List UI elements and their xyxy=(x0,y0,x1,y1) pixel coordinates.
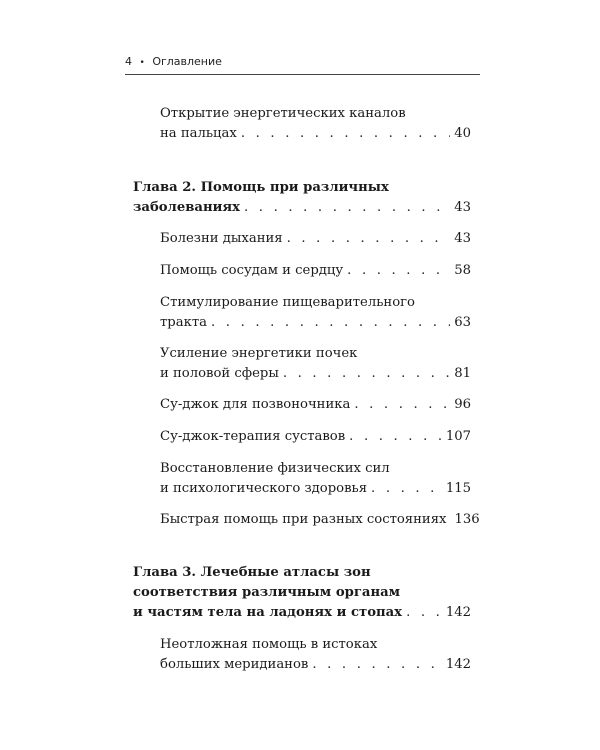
running-header xyxy=(125,55,480,68)
toc-entry[interactable] xyxy=(160,229,471,249)
toc-entry[interactable] xyxy=(160,395,471,415)
dot-leader xyxy=(241,124,450,144)
toc-page-number: 40 xyxy=(454,126,471,141)
toc-entry-title-line: Неотложная помощь в истоках xyxy=(160,637,378,652)
toc-page-number: 136 xyxy=(454,512,480,527)
toc-page-number: 58 xyxy=(454,263,471,278)
toc-entry-title-last: Су-джок для позвоночника xyxy=(160,397,351,412)
header-separator: • xyxy=(139,58,145,68)
toc-entry[interactable] xyxy=(160,104,471,144)
dot-leader xyxy=(349,427,442,447)
toc-page-number: 107 xyxy=(445,429,471,444)
toc-entry-title-line: соответствия различным органам xyxy=(133,585,401,600)
toc-entry-title-last: больших меридианов xyxy=(160,657,309,672)
toc-entry-title-last: Быстрая помощь при разных состояниях xyxy=(160,512,447,527)
toc-page-number: 142 xyxy=(445,605,471,620)
toc-entry-title-last: и психологического здоровья xyxy=(160,481,368,496)
toc-page-number: 115 xyxy=(445,481,471,496)
toc-page-number: 43 xyxy=(454,200,471,215)
dot-leader xyxy=(283,364,450,384)
toc-chapter-entry[interactable] xyxy=(133,563,471,623)
toc-entry-title-line: Усиление энергетики почек xyxy=(160,346,358,361)
dot-leader xyxy=(312,655,441,675)
toc-entry-title-last: и половой сферы xyxy=(160,366,279,381)
toc-entry[interactable] xyxy=(160,261,471,281)
dot-leader xyxy=(211,313,450,333)
toc-entry-title-line: Глава 3. Лечебные атласы зон xyxy=(133,565,371,580)
toc-entry-title-last: Помощь сосудам и сердцу xyxy=(160,263,344,278)
toc-chapter-entry[interactable] xyxy=(133,178,471,218)
toc-page-number: 81 xyxy=(454,366,471,381)
toc-entry-title-last: Су-джок-терапия суставов xyxy=(160,429,346,444)
toc-entry[interactable] xyxy=(160,344,471,384)
dot-leader xyxy=(347,261,450,281)
toc-page-number: 96 xyxy=(454,397,471,412)
section-title: Оглавление xyxy=(152,55,222,68)
toc-entry[interactable] xyxy=(160,459,471,499)
dot-leader xyxy=(287,229,451,249)
toc-entry-title-line: Стимулирование пищеварительного xyxy=(160,295,415,310)
page-number: 4 xyxy=(125,55,132,68)
toc-entry-title-last: заболеваниях xyxy=(133,200,240,215)
toc-entry[interactable] xyxy=(160,510,480,530)
toc-entry-title-last: тракта xyxy=(160,315,207,330)
toc-entry-title-line: Открытие энергетических каналов xyxy=(160,106,406,121)
toc-page-number: 43 xyxy=(454,231,471,246)
header-rule xyxy=(125,74,480,75)
dot-leader xyxy=(244,198,450,218)
dot-leader xyxy=(406,603,442,623)
toc-entry-title-last: Болезни дыхания xyxy=(160,231,283,246)
toc-entry-title-line: Восстановление физических сил xyxy=(160,461,390,476)
toc-entry-title-last: и частям тела на ладонях и стопах xyxy=(133,605,403,620)
toc-entry-title-line: Глава 2. Помощь при различных xyxy=(133,180,389,195)
toc-page-number: 63 xyxy=(454,315,471,330)
toc-page-number: 142 xyxy=(445,657,471,672)
dot-leader xyxy=(354,395,450,415)
toc-entry-title-last: на пальцах xyxy=(160,126,237,141)
toc-entry[interactable] xyxy=(160,635,471,675)
toc-entry[interactable] xyxy=(160,427,471,447)
dot-leader xyxy=(371,479,442,499)
toc-entry[interactable] xyxy=(160,293,471,333)
